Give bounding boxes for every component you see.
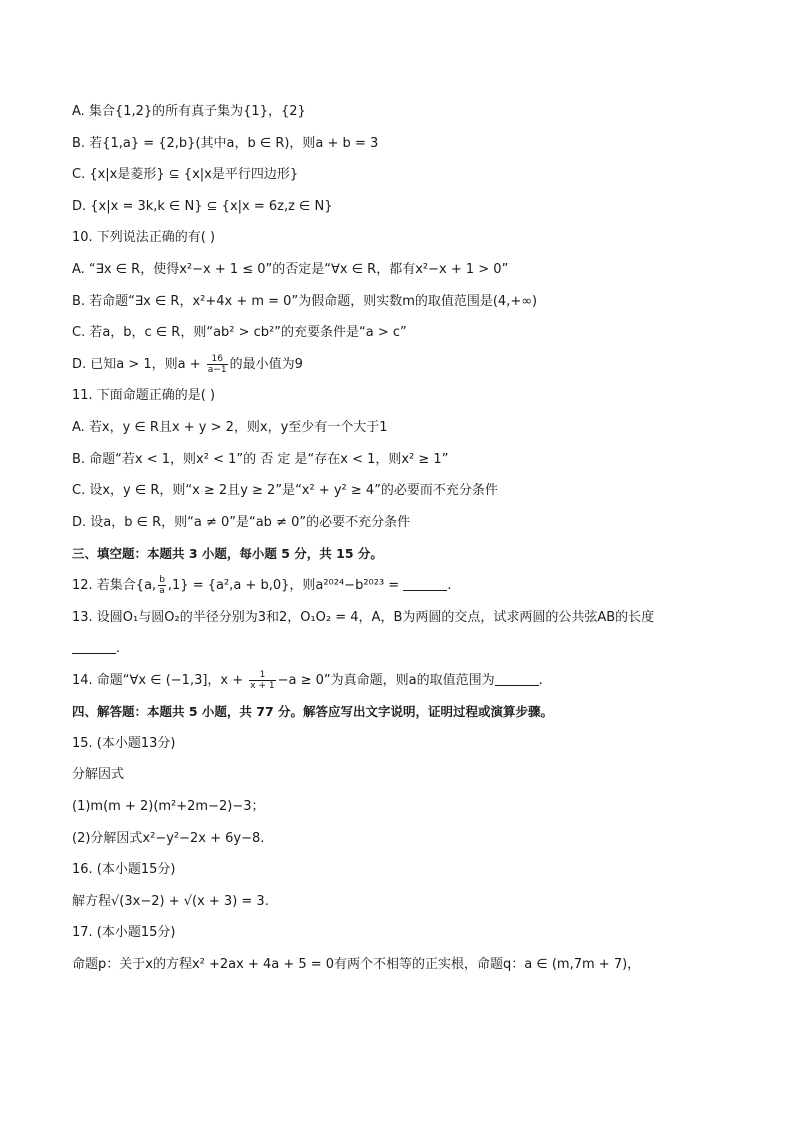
text-segment: A. 若x，y ∈ R且x + y > 2，则x，y至少有一个大于1 bbox=[72, 419, 388, 435]
text-line bbox=[72, 854, 732, 886]
text-segment: 的最小值为9 bbox=[229, 356, 303, 372]
text-line bbox=[72, 602, 732, 634]
fraction-denominator: a bbox=[159, 585, 165, 596]
text-segment: 分解因式 bbox=[72, 767, 125, 783]
text-segment: C. 若a，b，c ∈ R，则“ab² > cb²”的充要条件是“a > c” bbox=[72, 325, 407, 341]
text-line bbox=[72, 570, 732, 602]
text-line bbox=[72, 475, 732, 507]
text-line bbox=[72, 254, 732, 286]
text-line bbox=[72, 128, 732, 160]
fraction bbox=[158, 575, 166, 596]
text-segment: C. 设x，y ∈ R，则“x ≥ 2且y ≥ 2”是“x² + y² ≥ 4”的必要而不充分条件 bbox=[72, 483, 498, 499]
fraction bbox=[207, 354, 228, 375]
text-line bbox=[72, 759, 732, 791]
text-line bbox=[72, 949, 732, 981]
fraction-numerator: 16 bbox=[207, 354, 228, 365]
text-segment: 14. 命题“∀x ∈ (−1,3]，x + bbox=[72, 672, 248, 688]
fraction-numerator: 1 bbox=[249, 670, 275, 681]
text-segment: D. 设a，b ∈ R，则“a ≠ 0”是“ab ≠ 0”的必要不充分条件 bbox=[72, 514, 411, 530]
text-line bbox=[72, 412, 732, 444]
text-line bbox=[72, 791, 732, 823]
text-segment: 10. 下列说法正确的有( ) bbox=[72, 230, 216, 246]
answer-blank[interactable] bbox=[403, 578, 447, 591]
text-line bbox=[72, 886, 732, 918]
fraction-denominator: a−1 bbox=[207, 364, 227, 375]
text-segment: −a ≥ 0”为真命题，则a的取值范围为 bbox=[277, 672, 495, 688]
text-segment: . bbox=[447, 577, 452, 593]
text-segment: 12. 若集合{a, bbox=[72, 577, 157, 593]
text-line bbox=[72, 96, 732, 128]
text-segment: C. {x|x是菱形} ⊆ {x|x是平行四边形} bbox=[72, 167, 299, 183]
text-line bbox=[72, 917, 732, 949]
text-line bbox=[72, 633, 732, 665]
text-segment: B. 若命题“∃x ∈ R，x²+4x + m = 0”为假命题，则实数m的取值范围是(4,+∞) bbox=[72, 293, 538, 309]
answer-blank[interactable] bbox=[495, 673, 539, 686]
text-line bbox=[72, 444, 732, 476]
fraction-numerator: b bbox=[159, 574, 165, 585]
text-line bbox=[72, 286, 732, 318]
text-segment: . bbox=[538, 672, 543, 688]
document-page bbox=[72, 96, 732, 981]
text-segment: ,1} = {a²,a + b,0}，则a²⁰²⁴−b²⁰²³ = bbox=[167, 577, 404, 593]
text-segment: A. “∃x ∈ R，使得x²−x + 1 ≤ 0”的否定是“∀x ∈ R，都有x²−x + 1 > 0” bbox=[72, 261, 509, 277]
text-line bbox=[72, 823, 732, 855]
answer-blank[interactable] bbox=[72, 641, 116, 654]
fraction-denominator: x + 1 bbox=[250, 680, 275, 691]
text-segment: D. 已知a > 1，则a + bbox=[72, 356, 205, 372]
text-segment: 13. 设圆O₁与圆O₂的半径分别为3和2，O₁O₂ = 4，A，B为两圆的交点，试求两圆的公共弦AB的长度 bbox=[72, 609, 655, 625]
text-segment: A. 集合{1,2}的所有真子集为{1}，{2} bbox=[72, 104, 306, 119]
text-line bbox=[72, 159, 732, 191]
text-line bbox=[72, 380, 732, 412]
text-line bbox=[72, 665, 732, 697]
section-heading bbox=[72, 696, 732, 728]
text-segment: 11. 下面命题正确的是( ) bbox=[72, 388, 216, 404]
fraction bbox=[249, 670, 275, 691]
text-segment: (2)分解因式x²−y²−2x + 6y−8. bbox=[72, 830, 265, 846]
text-segment: B. 若{1,a} = {2,b}(其中a，b ∈ R)，则a + b = 3 bbox=[72, 135, 379, 151]
text-segment: 解方程√(3x−2) + √(x + 3) = 3. bbox=[72, 893, 269, 909]
text-line bbox=[72, 317, 732, 349]
text-segment: 命题p：关于x的方程x² +2ax + 4a + 5 = 0有两个不相等的正实根，命题q：a ∈ (m,7m + 7)， bbox=[72, 957, 641, 973]
text-line bbox=[72, 728, 732, 760]
text-segment: 四、解答题：本题共 5 小题，共 77 分。解答应写出文字说明，证明过程或演算步骤。 bbox=[72, 704, 554, 720]
text-segment: . bbox=[116, 641, 121, 657]
text-segment: 三、填空题：本题共 3 小题，每小题 5 分，共 15 分。 bbox=[72, 546, 383, 562]
text-line bbox=[72, 349, 732, 381]
text-segment: D. {x|x = 3k,k ∈ N} ⊆ {x|x = 6z,z ∈ N} bbox=[72, 198, 333, 214]
section-heading bbox=[72, 538, 732, 570]
text-line bbox=[72, 191, 732, 223]
text-segment: (1)m(m + 2)(m²+2m−2)−3； bbox=[72, 799, 265, 815]
text-segment: 15. (本小题13分) bbox=[72, 735, 176, 751]
text-segment: 17. (本小题15分) bbox=[72, 925, 176, 941]
text-line bbox=[72, 222, 732, 254]
text-segment: 16. (本小题15分) bbox=[72, 862, 176, 878]
text-line bbox=[72, 507, 732, 539]
text-segment: B. 命题“若x < 1，则x² < 1”的 否 定 是“存在x < 1，则x² ≥ 1” bbox=[72, 451, 449, 467]
